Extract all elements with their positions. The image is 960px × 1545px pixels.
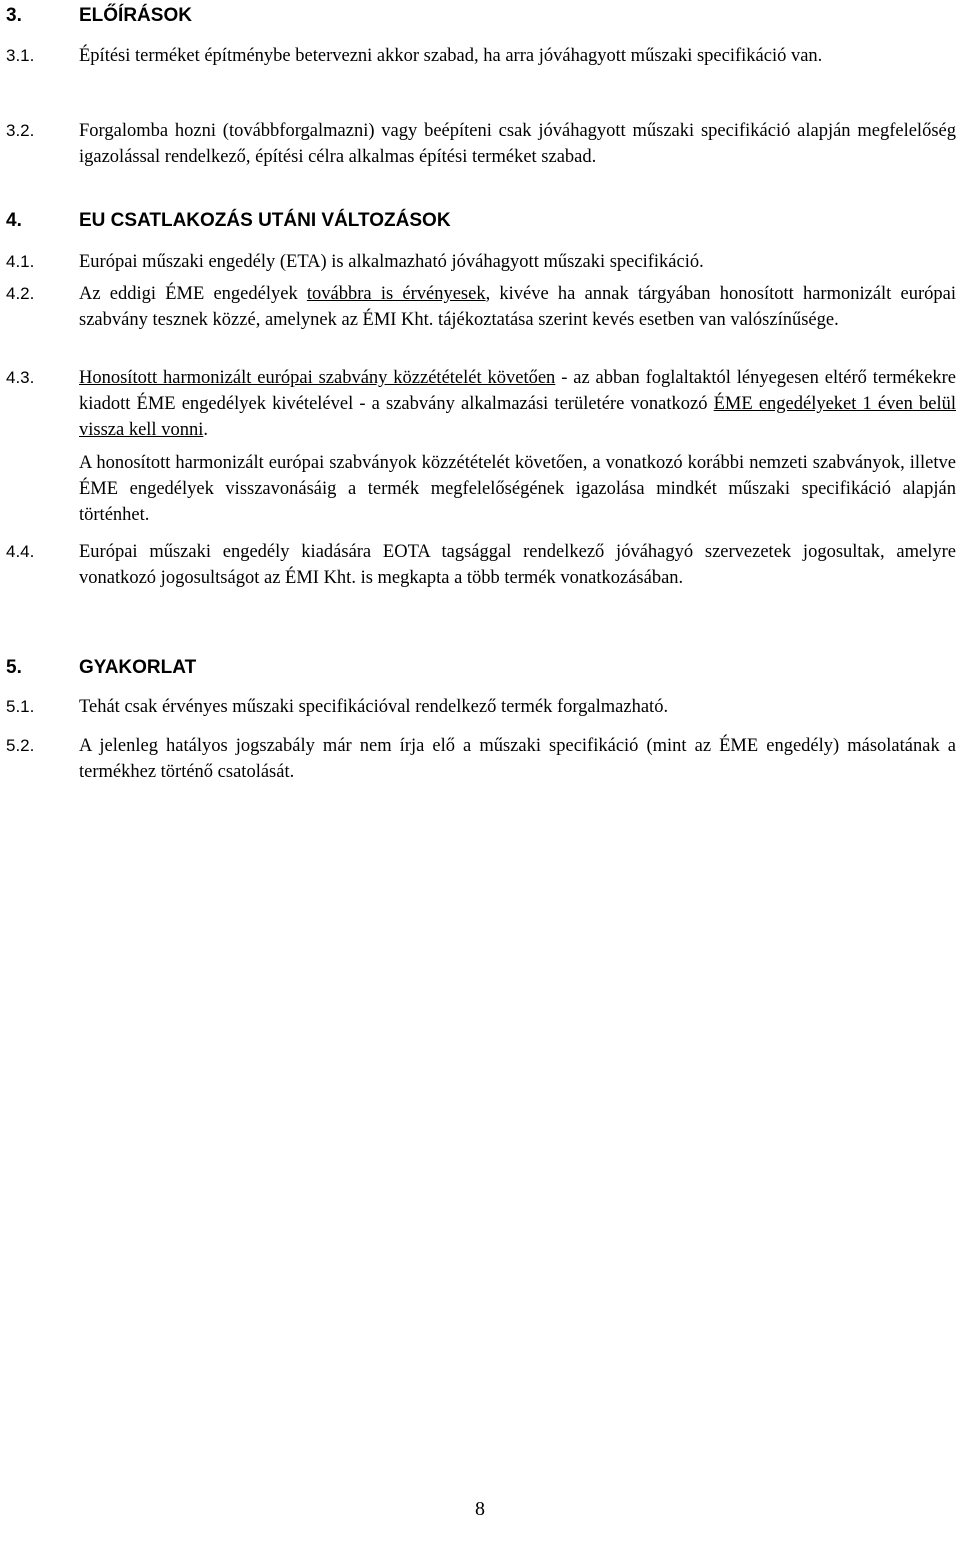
item-4-4-number: 4.4. bbox=[6, 542, 35, 561]
item-3-1 bbox=[6, 43, 956, 69]
item-4-2-text bbox=[79, 281, 956, 333]
item-4-1-text: Európai műszaki engedély (ETA) is alkalmazható jóváhagyott műszaki specifikáció. bbox=[79, 252, 704, 272]
item-5-1 bbox=[6, 694, 956, 720]
item-4-2-underlined: továbbra is érvényesek bbox=[306, 284, 486, 304]
item-4-2-text-post: , kivéve ha annak tárgyában honosított harmonizált európai szabvány tesznek közzé, amelynek az ÉMI Kht. tájékoztatása szerint kevés esetben van valószínűsége. bbox=[79, 284, 956, 330]
section-3-heading bbox=[6, 3, 192, 29]
item-4-3-underlined-1: Honosított harmonizált európai szabvány közzétételét követően bbox=[79, 368, 556, 388]
item-3-2-text: Forgalomba hozni (továbbforgalmazni) vagy beépíteni csak jóváhagyott műszaki specifikáció alapján megfelelőség igazolással rendelkező, építési célra alkalmas építési terméket szabad. bbox=[79, 121, 956, 167]
item-4-4-text: Európai műszaki engedély kiadására EOTA tagsággal rendelkező jóváhagyó szervezetek jogosultak, amelyre vonatkozó jogosultságot az ÉMI Kht. is megkapta a több termék vonatkozásában. bbox=[79, 542, 956, 588]
section-4-heading bbox=[6, 208, 451, 234]
item-4-3-text bbox=[79, 365, 956, 443]
section-5-title: GYAKORLAT bbox=[79, 657, 197, 678]
item-3-1-text: Építési terméket építménybe betervezni akkor szabad, ha arra jóváhagyott műszaki specifikáció van. bbox=[79, 46, 823, 66]
item-4-2-number: 4.2. bbox=[6, 284, 35, 303]
section-3-number: 3. bbox=[6, 5, 22, 26]
item-4-3 bbox=[6, 365, 956, 443]
item-4-3-text-end: . bbox=[203, 420, 208, 440]
item-3-1-number: 3.1. bbox=[6, 46, 35, 65]
item-4-3-underlined-2: ÉME engedélyeket 1 éven belül vissza kell vonni bbox=[79, 394, 956, 440]
item-4-1 bbox=[6, 249, 956, 275]
item-5-1-number: 5.1. bbox=[6, 697, 35, 716]
section-4-title: EU CSATLAKOZÁS UTÁNI VÁLTOZÁSOK bbox=[79, 210, 451, 231]
section-3-title: ELŐÍRÁSOK bbox=[79, 5, 192, 26]
item-5-1-text: Tehát csak érvényes műszaki specifikációval rendelkező termék forgalmazható. bbox=[79, 697, 669, 717]
item-4-2-text-pre: Az eddigi ÉME engedélyek bbox=[79, 284, 307, 304]
item-4-2 bbox=[6, 281, 956, 333]
page-number: 8 bbox=[475, 1498, 485, 1520]
item-3-2-number: 3.2. bbox=[6, 121, 35, 140]
item-5-2 bbox=[6, 733, 956, 785]
section-5-heading bbox=[6, 655, 196, 681]
item-4-1-number: 4.1. bbox=[6, 252, 35, 271]
item-5-2-number: 5.2. bbox=[6, 736, 35, 755]
item-4-3-paragraph: A honosított harmonizált európai szabványok közzétételét követően, a vonatkozó korábbi nemzeti szabványok, illetve ÉME engedélyek visszavonásáig a termék megfelelőségének igazolása mindkét műszaki specifikáció alapján történhet. bbox=[79, 453, 956, 525]
item-4-4 bbox=[6, 539, 956, 591]
item-4-3-number: 4.3. bbox=[6, 368, 35, 387]
item-4-3-text-middle: - az abban foglaltaktól lényegesen eltérő termékekre kiadott ÉME engedélyek kivételével - a szabvány alkalmazási területére vonatkozó bbox=[79, 368, 956, 414]
section-4-number: 4. bbox=[6, 210, 22, 231]
item-3-2 bbox=[6, 118, 956, 170]
section-5-number: 5. bbox=[6, 657, 22, 678]
item-5-2-text: A jelenleg hatályos jogszabály már nem írja elő a műszaki specifikáció (mint az ÉME engedély) másolatának a termékhez történő csatolását. bbox=[79, 736, 956, 782]
